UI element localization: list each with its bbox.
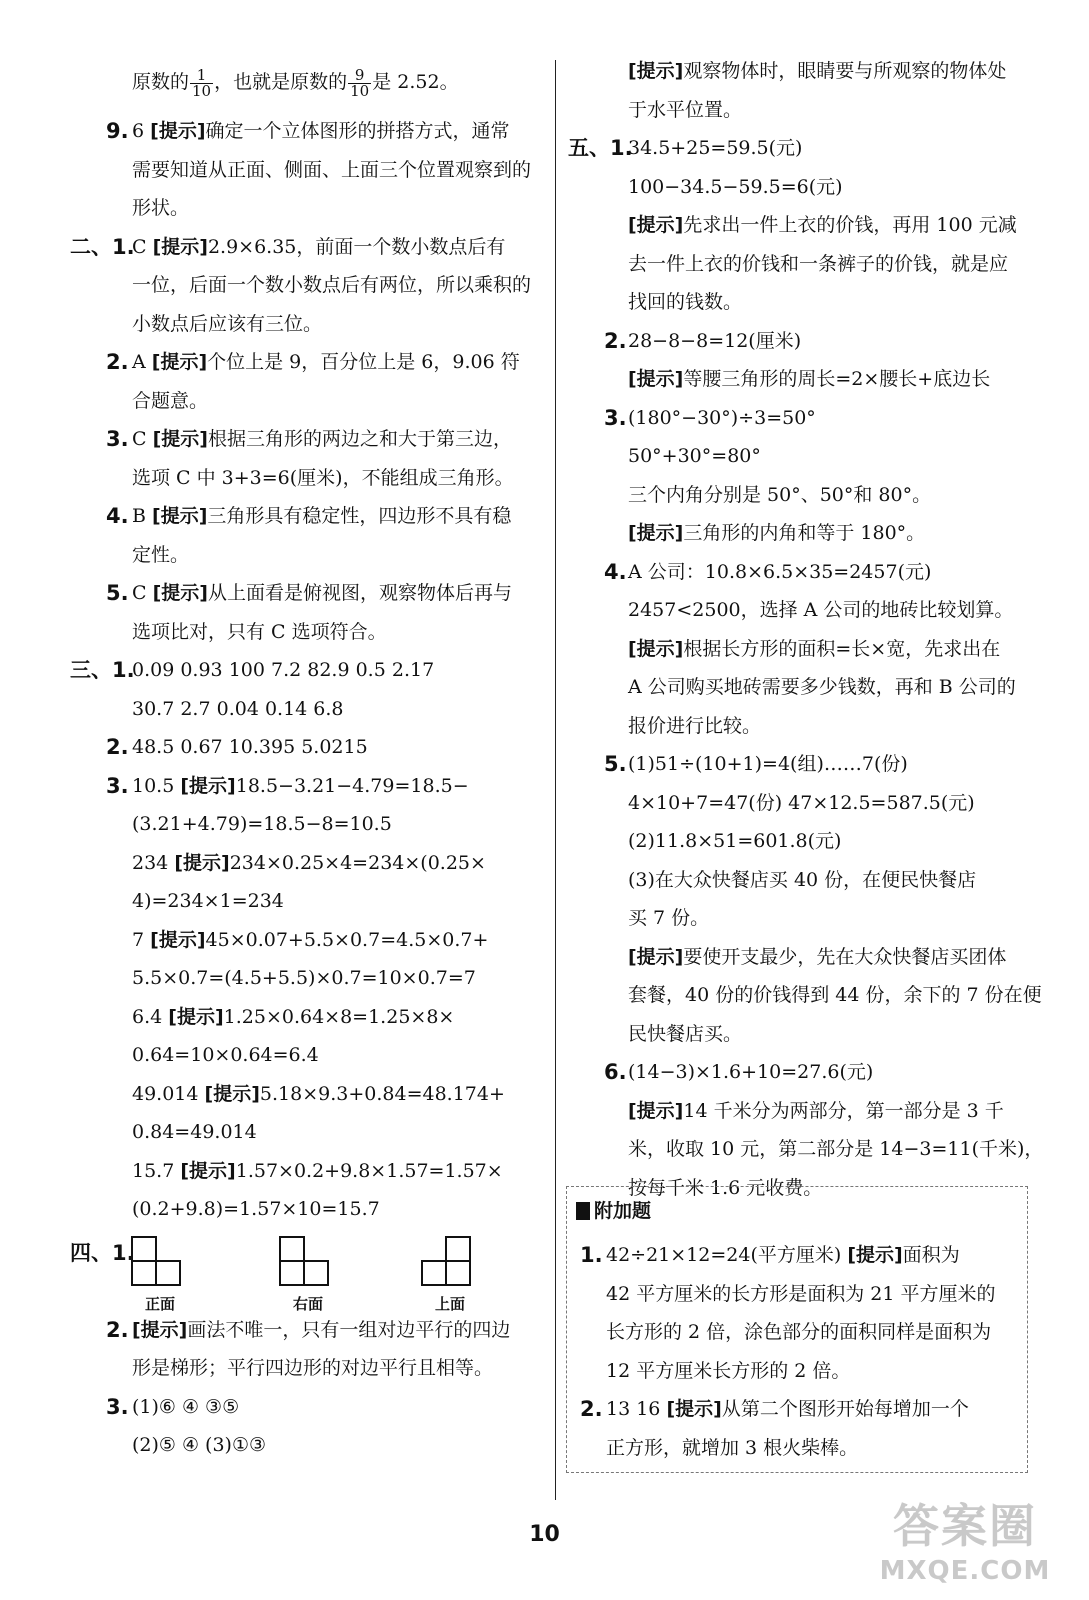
answer-line [568, 52, 1050, 91]
fraction-9-10 [348, 65, 371, 100]
extra-answer-line [580, 1236, 1040, 1275]
right-answer-lines [568, 52, 1050, 1207]
answer-line [70, 690, 548, 729]
answer-text: 正方形，就增加 3 根火柴棒。 [606, 1436, 859, 1459]
answer-line [568, 476, 1050, 515]
answer-line [568, 784, 1050, 823]
answer-line [70, 459, 548, 498]
extra-answer-line [580, 1390, 1040, 1429]
hint-label: [提示] [151, 351, 208, 373]
question-number: 5. [106, 581, 129, 605]
answer-line [568, 822, 1050, 861]
watermark-logo [865, 1490, 1065, 1590]
hint-label: [提示] [628, 214, 684, 236]
answer-line [568, 360, 1050, 399]
answer-text: 需要知道从正面、侧面、上面三个位置观察到的 [132, 158, 532, 181]
view-caption: 右面 [292, 1294, 323, 1313]
answer-text: 选项 C 中 3+3=6(厘米)，不能组成三角形。 [132, 466, 514, 489]
question-number: 2. [106, 350, 129, 374]
answer-text: 2457<2500，选择 A 公司的地砖比较划算。 [628, 599, 1014, 621]
right-column [568, 52, 1050, 1207]
hint-text: 从上面看是俯视图，观察物体后再与 [207, 582, 512, 604]
answer-line [70, 420, 548, 459]
answer-text: 于水平位置。 [628, 98, 743, 121]
left-column [70, 52, 548, 1465]
answer-line [568, 91, 1050, 130]
answer-line [568, 591, 1050, 630]
hint-label: [提示] [152, 428, 208, 450]
answer-text: 选项比对，只有 C 选项符合。 [132, 620, 387, 643]
answer-line [568, 1053, 1050, 1092]
extra-title-text: 附加题 [594, 1200, 652, 1222]
hint-text: 2.9×6.35，前面一个数小数点后有 [207, 235, 506, 258]
answer-text: 13 16 [606, 1398, 667, 1420]
hint-label: [提示] [152, 505, 208, 527]
hint-text: 要使开支最少，先在大众快餐店买团体 [683, 945, 1007, 968]
question-number: 2. [106, 735, 129, 759]
answer-text: 6 [132, 120, 151, 142]
answer-line [568, 322, 1050, 361]
text: 是 2.52。 [372, 71, 459, 93]
answer-text: A 公司购买地砖需要多少钱数，再和 B 公司的 [628, 676, 1016, 698]
answer-line [568, 245, 1050, 284]
question-number: 三、1. [70, 658, 135, 682]
answer-line [70, 1349, 548, 1388]
answer-line [70, 921, 548, 960]
front-view-figure [130, 1235, 190, 1291]
question-number: 二、1. [70, 234, 135, 259]
hint-text: 等腰三角形的周长=2×腰长+底边长 [683, 368, 991, 390]
denominator: 10 [192, 81, 212, 100]
answer-text: A [132, 351, 152, 373]
hint-label: [提示] [180, 774, 236, 797]
answer-text: (3.21+4.79)=18.5−8=10.5 [132, 813, 392, 835]
answer-text: 6.4 [132, 1005, 169, 1028]
hint-label: [提示] [150, 928, 206, 951]
answer-text: 15.7 [132, 1159, 181, 1182]
hint-label: [提示] [666, 1398, 722, 1420]
hint-label: [提示] [180, 1159, 236, 1182]
hint-text: 面积为 [902, 1244, 960, 1266]
hint-text: 18.5−3.21−4.79=18.5− [235, 774, 469, 797]
column-divider [555, 60, 556, 1500]
answer-text: 28−8−8=12(厘米) [628, 329, 802, 352]
answer-line [568, 399, 1050, 438]
answer-text: 报价进行比较。 [628, 714, 762, 737]
hint-label: [提示] [628, 368, 684, 390]
answer-line [70, 112, 548, 151]
answer-line [568, 707, 1050, 746]
answer-text: 0.09 0.93 100 7.2 82.9 0.5 2.17 [132, 659, 435, 681]
answer-line [568, 1015, 1050, 1054]
section-mark-icon [576, 1202, 590, 1220]
hint-text: 234×0.25×4=234×(0.25× [229, 851, 486, 874]
denominator: 10 [350, 81, 370, 100]
question-number: 3. [604, 405, 627, 430]
extra-questions-title [576, 1196, 651, 1223]
watermark-url: MXQE.COM [879, 1556, 1051, 1586]
hint-text: 1.25×0.64×8=1.25×8× [223, 1005, 455, 1028]
answer-line [568, 861, 1050, 900]
answer-text: 42 平方厘米的长方形是面积为 21 平方厘米的 [606, 1282, 996, 1305]
hint-label: [提示] [152, 235, 208, 258]
answer-text: 49.014 [132, 1082, 205, 1105]
hint-text: 三角形具有稳定性，四边形不具有稳 [207, 505, 512, 527]
question-number: 1. [580, 1243, 603, 1267]
answer-line [70, 1190, 548, 1229]
extra-answer-line [580, 1313, 1040, 1352]
hint-text: 1.57×0.2+9.8×1.57=1.57× [235, 1159, 503, 1182]
hint-label: [提示] [152, 582, 208, 604]
answer-line [70, 536, 548, 575]
answer-line [70, 728, 548, 767]
answer-line [70, 574, 548, 613]
hint-label: [提示] [204, 1082, 260, 1105]
answer-text: 小数点后应该有三位。 [132, 312, 323, 335]
answer-text: (180°−30°)÷3=50° [628, 406, 816, 429]
extra-answer-line [580, 1352, 1040, 1391]
answer-text: C [132, 582, 153, 604]
front-view [130, 1235, 190, 1314]
answer-text: C [132, 235, 153, 258]
answer-line [70, 882, 548, 921]
left-answer-lines-after-views [70, 1311, 548, 1465]
answer-text: 形状。 [132, 197, 190, 219]
answer-text: 去一件上衣的价钱和一条裤子的价钱，就是应 [628, 252, 1009, 275]
question-number: 3. [106, 1394, 129, 1419]
question-number: 2. [604, 328, 627, 353]
answer-line [568, 168, 1050, 207]
answer-line [568, 938, 1050, 977]
answer-line [70, 1388, 548, 1427]
hint-text: 5.18×9.3+0.84=48.174+ [259, 1082, 505, 1105]
answer-line [568, 514, 1050, 553]
answer-text: (1)⑥ ④ ③⑤ [132, 1395, 240, 1418]
answer-line [70, 1036, 548, 1075]
top-view [420, 1235, 480, 1314]
answer-line [70, 497, 548, 536]
answer-text: 米，收取 10 元，第二部分是 14−3=11(千米)， [628, 1138, 1044, 1160]
answer-text: 三个内角分别是 50°、50°和 80°。 [628, 483, 932, 506]
hint-label: [提示] [150, 120, 206, 142]
answer-line [70, 998, 548, 1037]
answer-text: 30.7 2.7 0.04 0.14 6.8 [132, 697, 344, 720]
answer-text: 民快餐店买。 [628, 1022, 743, 1045]
answer-line [70, 651, 548, 690]
extra-answer-lines [580, 1236, 1040, 1467]
answer-text: 34.5+25=59.5(元) [628, 137, 803, 159]
hint-label: [提示] [847, 1244, 903, 1266]
answer-line [568, 206, 1050, 245]
answer-text: 48.5 0.67 10.395 5.0215 [132, 736, 368, 758]
hint-text: 画法不唯一，只有一组对边平行的四边 [187, 1318, 511, 1341]
answer-line [70, 1113, 548, 1152]
answer-text: 234 [132, 851, 175, 874]
answer-line [70, 266, 548, 305]
answer-text: 买 7 份。 [628, 907, 710, 929]
hint-label: [提示] [628, 1099, 684, 1122]
answer-text: A 公司：10.8×6.5×35=2457(元) [628, 560, 932, 583]
views-row [70, 1229, 548, 1311]
answer-line [568, 283, 1050, 322]
question-number: 6. [604, 1060, 627, 1084]
answer-text: 4)=234×1=234 [132, 890, 284, 912]
answer-line [568, 1092, 1050, 1131]
answer-text: 50°+30°=80° [628, 445, 761, 467]
answer-text: (0.2+9.8)=1.57×10=15.7 [132, 1198, 380, 1220]
right-view [278, 1235, 338, 1314]
answer-text: 按每千米 1.6 元收费。 [628, 1176, 823, 1199]
hint-text: 从第二个图形开始每增加一个 [721, 1398, 969, 1420]
answer-line [70, 1075, 548, 1114]
question-number: 3. [106, 427, 129, 451]
answer-text: (1)51÷(10+1)=4(组)……7(份) [628, 753, 908, 775]
view-caption: 正面 [144, 1294, 175, 1313]
answer-text: 0.64=10×0.64=6.4 [132, 1044, 319, 1066]
text: 原数的 [132, 71, 190, 93]
answer-text: 7 [132, 928, 151, 951]
hint-text: 根据三角形的两边之和大于第三边， [207, 428, 512, 450]
answer-line [70, 151, 548, 190]
answer-line [70, 805, 548, 844]
hint-label: [提示] [628, 637, 684, 660]
hint-label: [提示] [168, 1005, 224, 1028]
question-number: 四、1. [70, 1240, 135, 1265]
answer-text: 100−34.5−59.5=6(元) [628, 175, 843, 198]
answer-line [568, 437, 1050, 476]
hint-text: 确定一个立体图形的拼搭方式，通常 [205, 120, 510, 142]
hint-text: 观察物体时，眼睛要与所观察的物体处 [683, 60, 1007, 82]
answer-line [568, 976, 1050, 1015]
answer-text: 4×10+7=47(份) 47×12.5=587.5(元) [628, 791, 975, 814]
extra-answer-line [580, 1275, 1040, 1314]
answer-text: B [132, 505, 153, 527]
question-number: 5. [604, 752, 627, 776]
answer-line [70, 1426, 548, 1465]
answer-line [568, 668, 1050, 707]
answer-text: 形是梯形；平行四边形的对边平行且相等。 [132, 1357, 494, 1379]
hint-label: [提示] [628, 60, 684, 82]
question-number: 4. [106, 504, 129, 528]
hint-label: [提示] [174, 851, 230, 874]
numerator: 9 [348, 68, 371, 84]
answer-line [70, 1152, 548, 1191]
answer-line [568, 553, 1050, 592]
answer-line [70, 613, 548, 652]
answer-text: 定性。 [132, 543, 190, 566]
right-view-figure [278, 1235, 338, 1291]
hint-label: [提示] [628, 945, 684, 968]
hint-text: 先求出一件上衣的价钱，再用 100 元减 [683, 214, 1017, 236]
answer-text: 一位，后面一个数小数点后有两位，所以乘积的 [132, 274, 532, 296]
extra-answer-line [580, 1429, 1040, 1468]
answer-text: 找回的钱数。 [628, 291, 743, 313]
answer-line [568, 1130, 1050, 1169]
answer-text: (2)⑤ ④ (3)①③ [132, 1434, 267, 1456]
answer-line [70, 1311, 548, 1350]
answer-text: 套餐，40 份的价钱得到 44 份，余下的 7 份在便 [628, 984, 1042, 1006]
top-view-figure [420, 1235, 480, 1291]
answer-line [70, 844, 548, 883]
hint-text: 个位上是 9，百分位上是 6，9.06 符 [207, 351, 520, 373]
answer-line [568, 129, 1050, 168]
hint-text: 根据长方形的面积=长×宽，先求出在 [683, 637, 1001, 660]
answer-text: 10.5 [132, 774, 181, 797]
answer-line [568, 899, 1050, 938]
answer-line [70, 343, 548, 382]
answer-line [70, 382, 548, 421]
fraction-1-10 [190, 65, 213, 100]
text: ，也就是原数的 [214, 71, 348, 93]
question-number: 五、1. [568, 136, 633, 160]
answer-line [568, 630, 1050, 669]
question-number: 2. [106, 1317, 129, 1342]
answer-line [70, 959, 548, 998]
view-caption: 上面 [434, 1294, 465, 1313]
answer-text: (14−3)×1.6+10=27.6(元) [628, 1061, 874, 1083]
answer-text: 5.5×0.7=(4.5+5.5)×0.7=10×0.7=7 [132, 967, 476, 989]
hint-label: [提示] [628, 522, 684, 544]
answer-text: (3)在大众快餐店买 40 份，在便民快餐店 [628, 868, 977, 891]
question-number: 3. [106, 773, 129, 798]
page-number: 10 [529, 1522, 560, 1547]
answer-text: 合题意。 [132, 389, 209, 412]
answer-line [70, 189, 548, 228]
hint-text: 三角形的内角和等于 180°。 [683, 522, 926, 544]
answer-line [70, 228, 548, 267]
answer-text: 0.84=49.014 [132, 1121, 257, 1143]
answer-text: 12 平方厘米长方形的 2 倍。 [606, 1359, 851, 1382]
answer-text: C [132, 428, 153, 450]
answer-text: 长方形的 2 倍，涂色部分的面积同样是面积为 [606, 1321, 992, 1343]
answer-text: (2)11.8×51=601.8(元) [628, 830, 842, 852]
hint-text: 14 千米分为两部分，第一部分是 3 千 [683, 1099, 1004, 1122]
question-number: 4. [604, 559, 627, 584]
answer-line [568, 745, 1050, 784]
numerator: 1 [190, 68, 213, 84]
fraction-line [70, 52, 548, 112]
question-number: 2. [580, 1397, 603, 1421]
answer-line [70, 767, 548, 806]
watermark-text: 答案圈 [893, 1499, 1037, 1553]
answer-text: 42÷21×12=24(平方厘米) [606, 1244, 848, 1266]
hint-label: [提示] [132, 1318, 188, 1341]
question-number: 9. [106, 119, 129, 143]
left-answer-lines [70, 112, 548, 1229]
hint-text: 45×0.07+5.5×0.7=4.5×0.7+ [205, 928, 489, 951]
answer-line [70, 305, 548, 344]
